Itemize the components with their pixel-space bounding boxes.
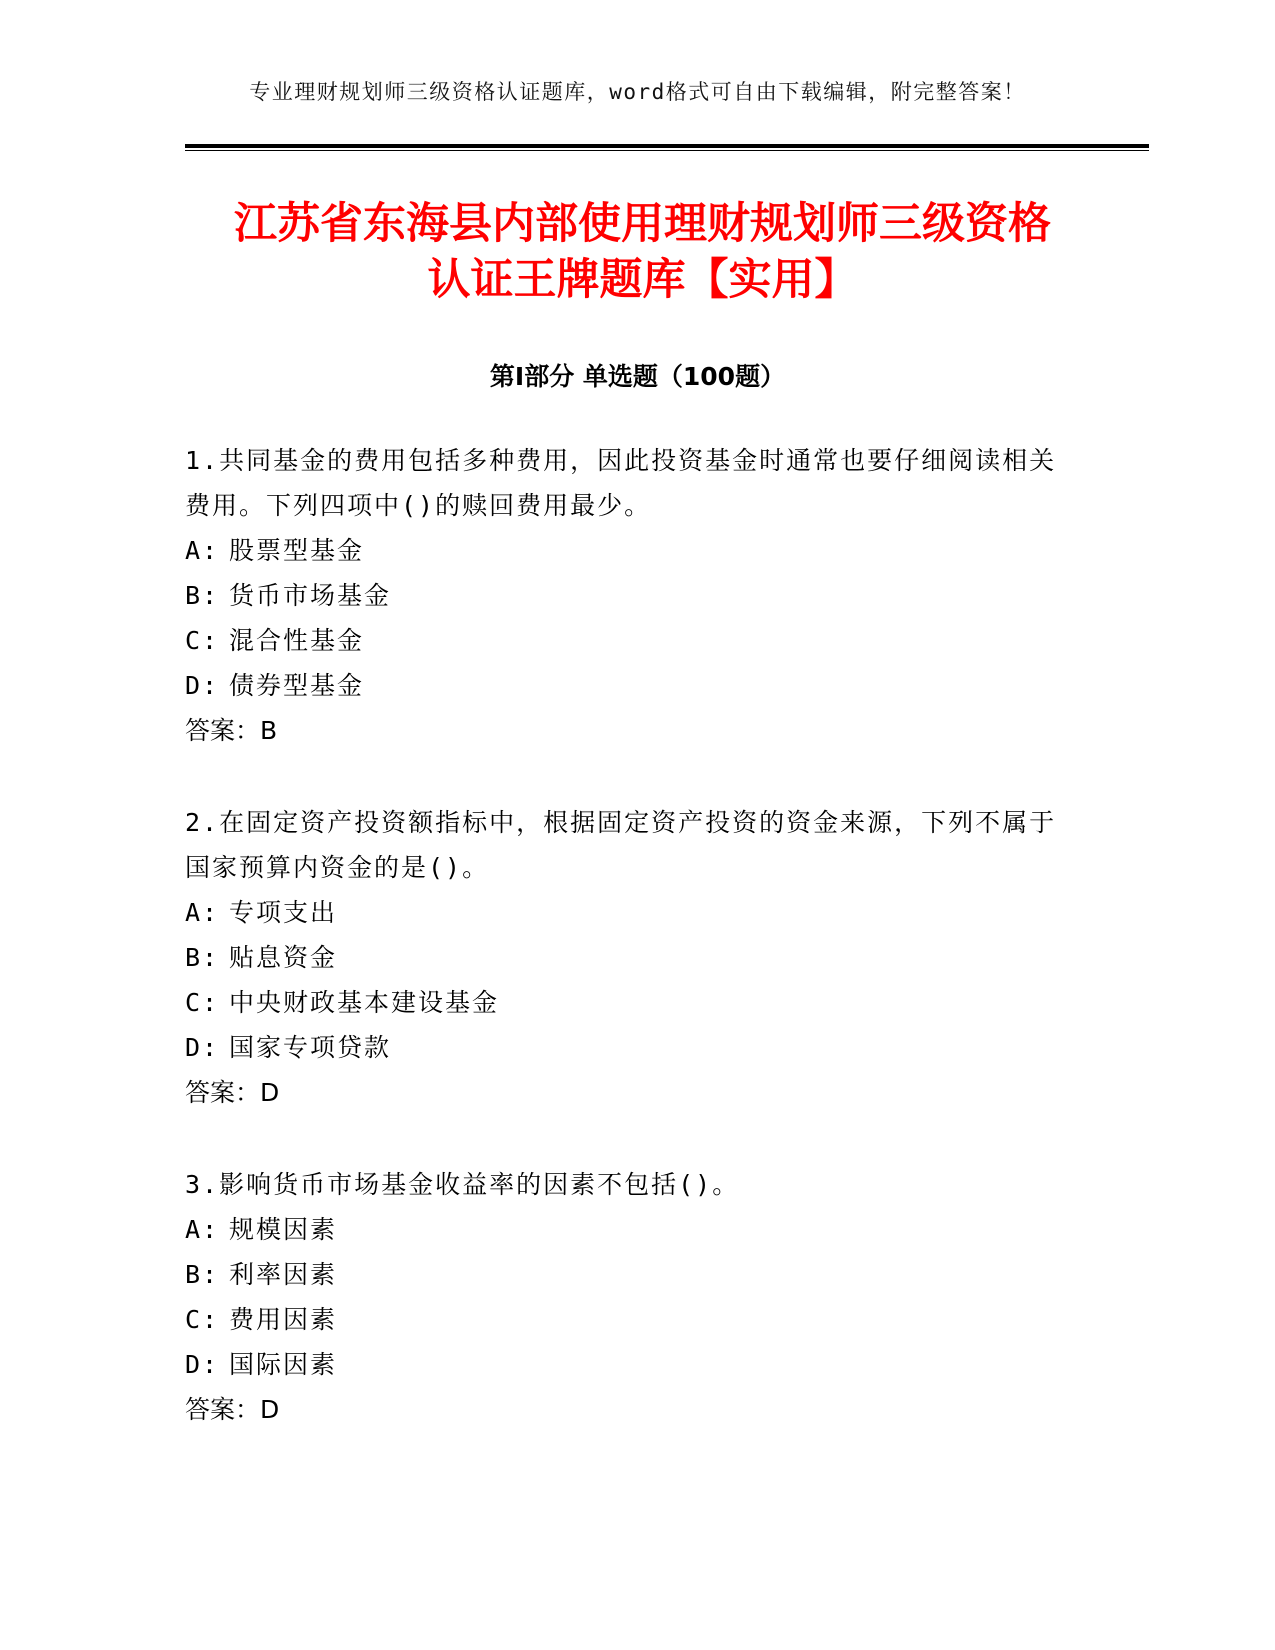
document-title [160,196,1125,308]
answer-line: 答案：D [185,1395,280,1424]
question-stem: 2.在固定资产投资额指标中，根据固定资产投资的资金来源，下列不属于国家预算内资金的是()。 [185,808,1057,882]
option-c [185,980,1065,1025]
option-text: 国际因素 [229,1350,338,1379]
option-letter: B: [185,1260,220,1289]
option-a [185,1207,1065,1252]
title-line-1: 江苏省东海县内部使用理财规划师三级资格 [234,199,1051,249]
option-d [185,663,1065,708]
option-b [185,1252,1065,1297]
option-a [185,890,1065,935]
option-text: 专项支出 [229,898,338,927]
question-stem: 3.影响货币市场基金收益率的因素不包括()。 [185,1170,740,1199]
option-d [185,1025,1065,1070]
option-letter: D: [185,1033,220,1062]
section-heading: 第Ⅰ部分 单选题（100题） [489,362,786,391]
option-text: 利率因素 [229,1260,338,1289]
option-letter: A: [185,898,220,927]
option-letter: C: [185,988,220,1017]
option-text: 费用因素 [229,1305,338,1334]
option-c [185,618,1065,663]
option-letter: C: [185,1305,220,1334]
option-text: 规模因素 [229,1215,338,1244]
option-c [185,1297,1065,1342]
option-text: 中央财政基本建设基金 [229,988,500,1017]
title-line-2: 认证王牌题库【实用】 [427,255,858,305]
question-3 [185,1162,1065,1432]
header-rule-thick [185,144,1149,148]
question-list [185,438,1065,1479]
option-text: 混合性基金 [229,626,365,655]
option-text: 国家专项贷款 [229,1033,392,1062]
option-text: 贴息资金 [229,943,338,972]
option-text: 股票型基金 [229,536,365,565]
option-letter: A: [185,536,220,565]
option-b [185,935,1065,980]
question-stem: 1.共同基金的费用包括多种费用，因此投资基金时通常也要仔细阅读相关费用。下列四项中()的赎回费用最少。 [185,446,1057,520]
question-2 [185,800,1065,1115]
option-d [185,1342,1065,1387]
option-text: 货币市场基金 [229,581,392,610]
option-letter: D: [185,671,220,700]
option-letter: B: [185,581,220,610]
option-letter: D: [185,1350,220,1379]
header-rule-thin [185,150,1149,151]
header-note: 专业理财规划师三级资格认证题库，word格式可自由下载编辑，附完整答案！ [249,80,1026,104]
option-text: 债券型基金 [229,671,365,700]
question-1 [185,438,1065,753]
answer-line: 答案：B [185,716,278,745]
option-letter: C: [185,626,220,655]
option-a [185,528,1065,573]
option-letter: A: [185,1215,220,1244]
option-b [185,573,1065,618]
option-letter: B: [185,943,220,972]
answer-line: 答案：D [185,1078,280,1107]
